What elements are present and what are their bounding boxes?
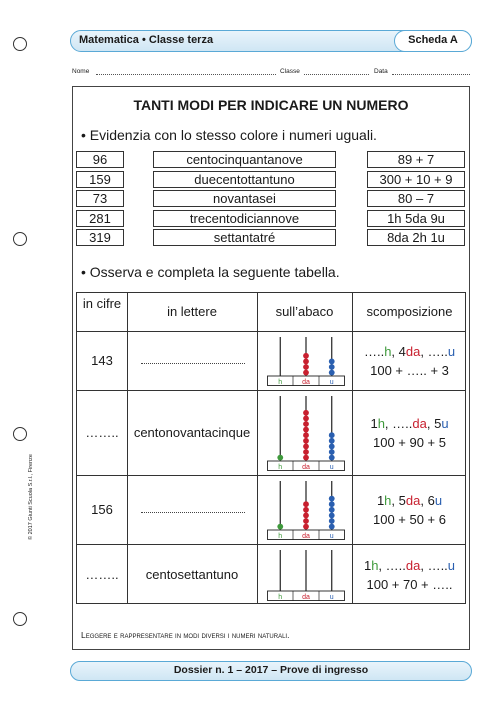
abacus-bead-h — [277, 524, 283, 530]
match-cell[interactable]: 300 + 10 + 9 — [367, 171, 465, 188]
cell-lettere: centosettantuno — [145, 566, 239, 582]
abacus-bead-da — [303, 432, 309, 438]
abacus-bead-u — [329, 438, 335, 444]
cell-scomposizione-units[interactable]: 1h, 5da, 6u — [376, 492, 443, 508]
match-cell[interactable]: settantatré — [153, 229, 336, 246]
header-bar — [70, 30, 472, 52]
sheet-tag: Scheda A — [394, 30, 472, 52]
cell-scomposizione-units[interactable]: 1h, …..da, …..u — [363, 557, 456, 573]
abacus-bead-da — [303, 359, 309, 365]
abacus-label-u: u — [329, 379, 334, 386]
binder-hole-1 — [13, 37, 27, 51]
match-cell[interactable]: duecentottantuno — [153, 171, 336, 188]
exercise2-instruction: • Osserva e completa la seguente tabella. — [81, 264, 340, 280]
abacus-bead-da — [303, 427, 309, 433]
abacus-label-da: da — [302, 594, 310, 601]
abacus-bead-da — [303, 449, 309, 455]
answer-line-lettere[interactable] — [141, 363, 245, 364]
abacus-bead-u — [329, 432, 335, 438]
abacus-bead-da — [303, 507, 309, 513]
match-cell[interactable]: 8da 2h 1u — [367, 229, 465, 246]
cell-scomposizione-sum[interactable]: 100 + 90 + 5 — [372, 434, 446, 450]
abacus-bead-da — [303, 518, 309, 524]
abacus-bead-u — [329, 501, 335, 507]
abacus-label-da: da — [302, 464, 310, 471]
footer-bar: Dossier n. 1 – 2017 – Prove di ingresso — [70, 661, 472, 681]
abacus-bead-u — [329, 513, 335, 519]
exercise1-instruction: • Evidenzia con lo stesso colore i numeri uguali. — [81, 127, 377, 143]
worksheet-box — [72, 86, 470, 650]
cell-cifre: 156 — [91, 501, 113, 517]
abacus-label-h: h — [278, 464, 283, 471]
copyright-note: © 2017 Giunti Scuola S.r.l., Firenze — [28, 454, 34, 540]
abacus-bead-da — [303, 353, 309, 359]
abacus-bead-da — [303, 410, 309, 416]
name-label: Nome — [72, 68, 90, 75]
cell-cifre[interactable]: …….. — [85, 566, 119, 582]
abacus-label-h: h — [278, 379, 283, 386]
binder-hole-3 — [13, 427, 27, 441]
match-cell[interactable]: 159 — [76, 171, 124, 188]
abacus-label-h: h — [278, 533, 283, 540]
name-field[interactable] — [96, 74, 276, 75]
header-scomposizione: scomposizione — [366, 304, 453, 319]
cell-cifre: 143 — [91, 352, 113, 368]
cell-scomposizione-sum[interactable]: 100 + 50 + 6 — [372, 511, 446, 527]
abacus[interactable] — [267, 335, 345, 386]
abacus-label-u: u — [329, 533, 334, 540]
number-table — [76, 292, 466, 604]
abacus[interactable] — [267, 479, 345, 540]
cell-cifre[interactable]: …….. — [85, 424, 119, 440]
cell-scomposizione-sum[interactable]: 100 + 70 + ….. — [366, 576, 453, 592]
match-cell[interactable]: 1h 5da 9u — [367, 210, 465, 227]
abacus-bead-u — [329, 364, 335, 370]
abacus[interactable] — [267, 394, 345, 471]
abacus-bead-da — [303, 416, 309, 422]
match-cell[interactable]: trecentodiciannove — [153, 210, 336, 227]
abacus-bead-u — [329, 444, 335, 450]
abacus-bead-h — [277, 455, 283, 461]
header-abaco: sull’abaco — [275, 304, 334, 319]
match-cell[interactable]: 319 — [76, 229, 124, 246]
abacus[interactable] — [267, 548, 345, 601]
answer-line-lettere[interactable] — [141, 512, 245, 513]
abacus-bead-da — [303, 501, 309, 507]
match-cell[interactable]: centocinquantanove — [153, 151, 336, 168]
abacus-bead-da — [303, 421, 309, 427]
abacus-bead-u — [329, 496, 335, 502]
binder-hole-2 — [13, 232, 27, 246]
match-cell[interactable]: 73 — [76, 190, 124, 207]
match-cell[interactable]: novantasei — [153, 190, 336, 207]
abacus-bead-da — [303, 524, 309, 530]
abacus-bead-da — [303, 438, 309, 444]
date-field[interactable] — [392, 74, 470, 75]
header-cifre: in cifre — [82, 296, 122, 311]
cell-scomposizione-units[interactable]: 1h, …..da, 5u — [370, 415, 449, 431]
class-field[interactable] — [304, 74, 369, 75]
abacus-bead-da — [303, 444, 309, 450]
abacus-bead-u — [329, 449, 335, 455]
abacus-label-u: u — [329, 464, 334, 471]
abacus-bead-da — [303, 455, 309, 461]
abacus-label-h: h — [278, 594, 283, 601]
abacus-bead-u — [329, 518, 335, 524]
abacus-bead-u — [329, 524, 335, 530]
abacus-label-da: da — [302, 379, 310, 386]
abacus-bead-da — [303, 370, 309, 376]
class-label: Classe — [280, 68, 300, 75]
abacus-bead-u — [329, 507, 335, 513]
subject-label: Matematica • Classe terza — [79, 34, 214, 46]
match-cell[interactable]: 281 — [76, 210, 124, 227]
worksheet-title: TANTI MODI PER INDICARE UN NUMERO — [133, 97, 409, 113]
cell-lettere: centonovantacinque — [133, 424, 251, 440]
match-cell[interactable]: 96 — [76, 151, 124, 168]
abacus-label-u: u — [329, 594, 334, 601]
date-label: Data — [374, 68, 388, 75]
abacus-bead-u — [329, 455, 335, 461]
abacus-bead-da — [303, 513, 309, 519]
abacus-bead-u — [329, 370, 335, 376]
binder-hole-4 — [13, 612, 27, 626]
learning-objective: Leggere e rappresentare in modi diversi i numeri naturali. — [81, 630, 290, 640]
cell-scomposizione-sum[interactable]: 100 + ….. + 3 — [370, 362, 449, 378]
match-cell[interactable]: 89 + 7 — [367, 151, 465, 168]
abacus-bead-u — [329, 359, 335, 365]
cell-scomposizione-units[interactable]: …..h, 4da, …..u — [363, 343, 456, 359]
match-cell[interactable]: 80 – 7 — [367, 190, 465, 207]
header-lettere: in lettere — [167, 304, 217, 319]
abacus-label-da: da — [302, 533, 310, 540]
abacus-bead-da — [303, 364, 309, 370]
